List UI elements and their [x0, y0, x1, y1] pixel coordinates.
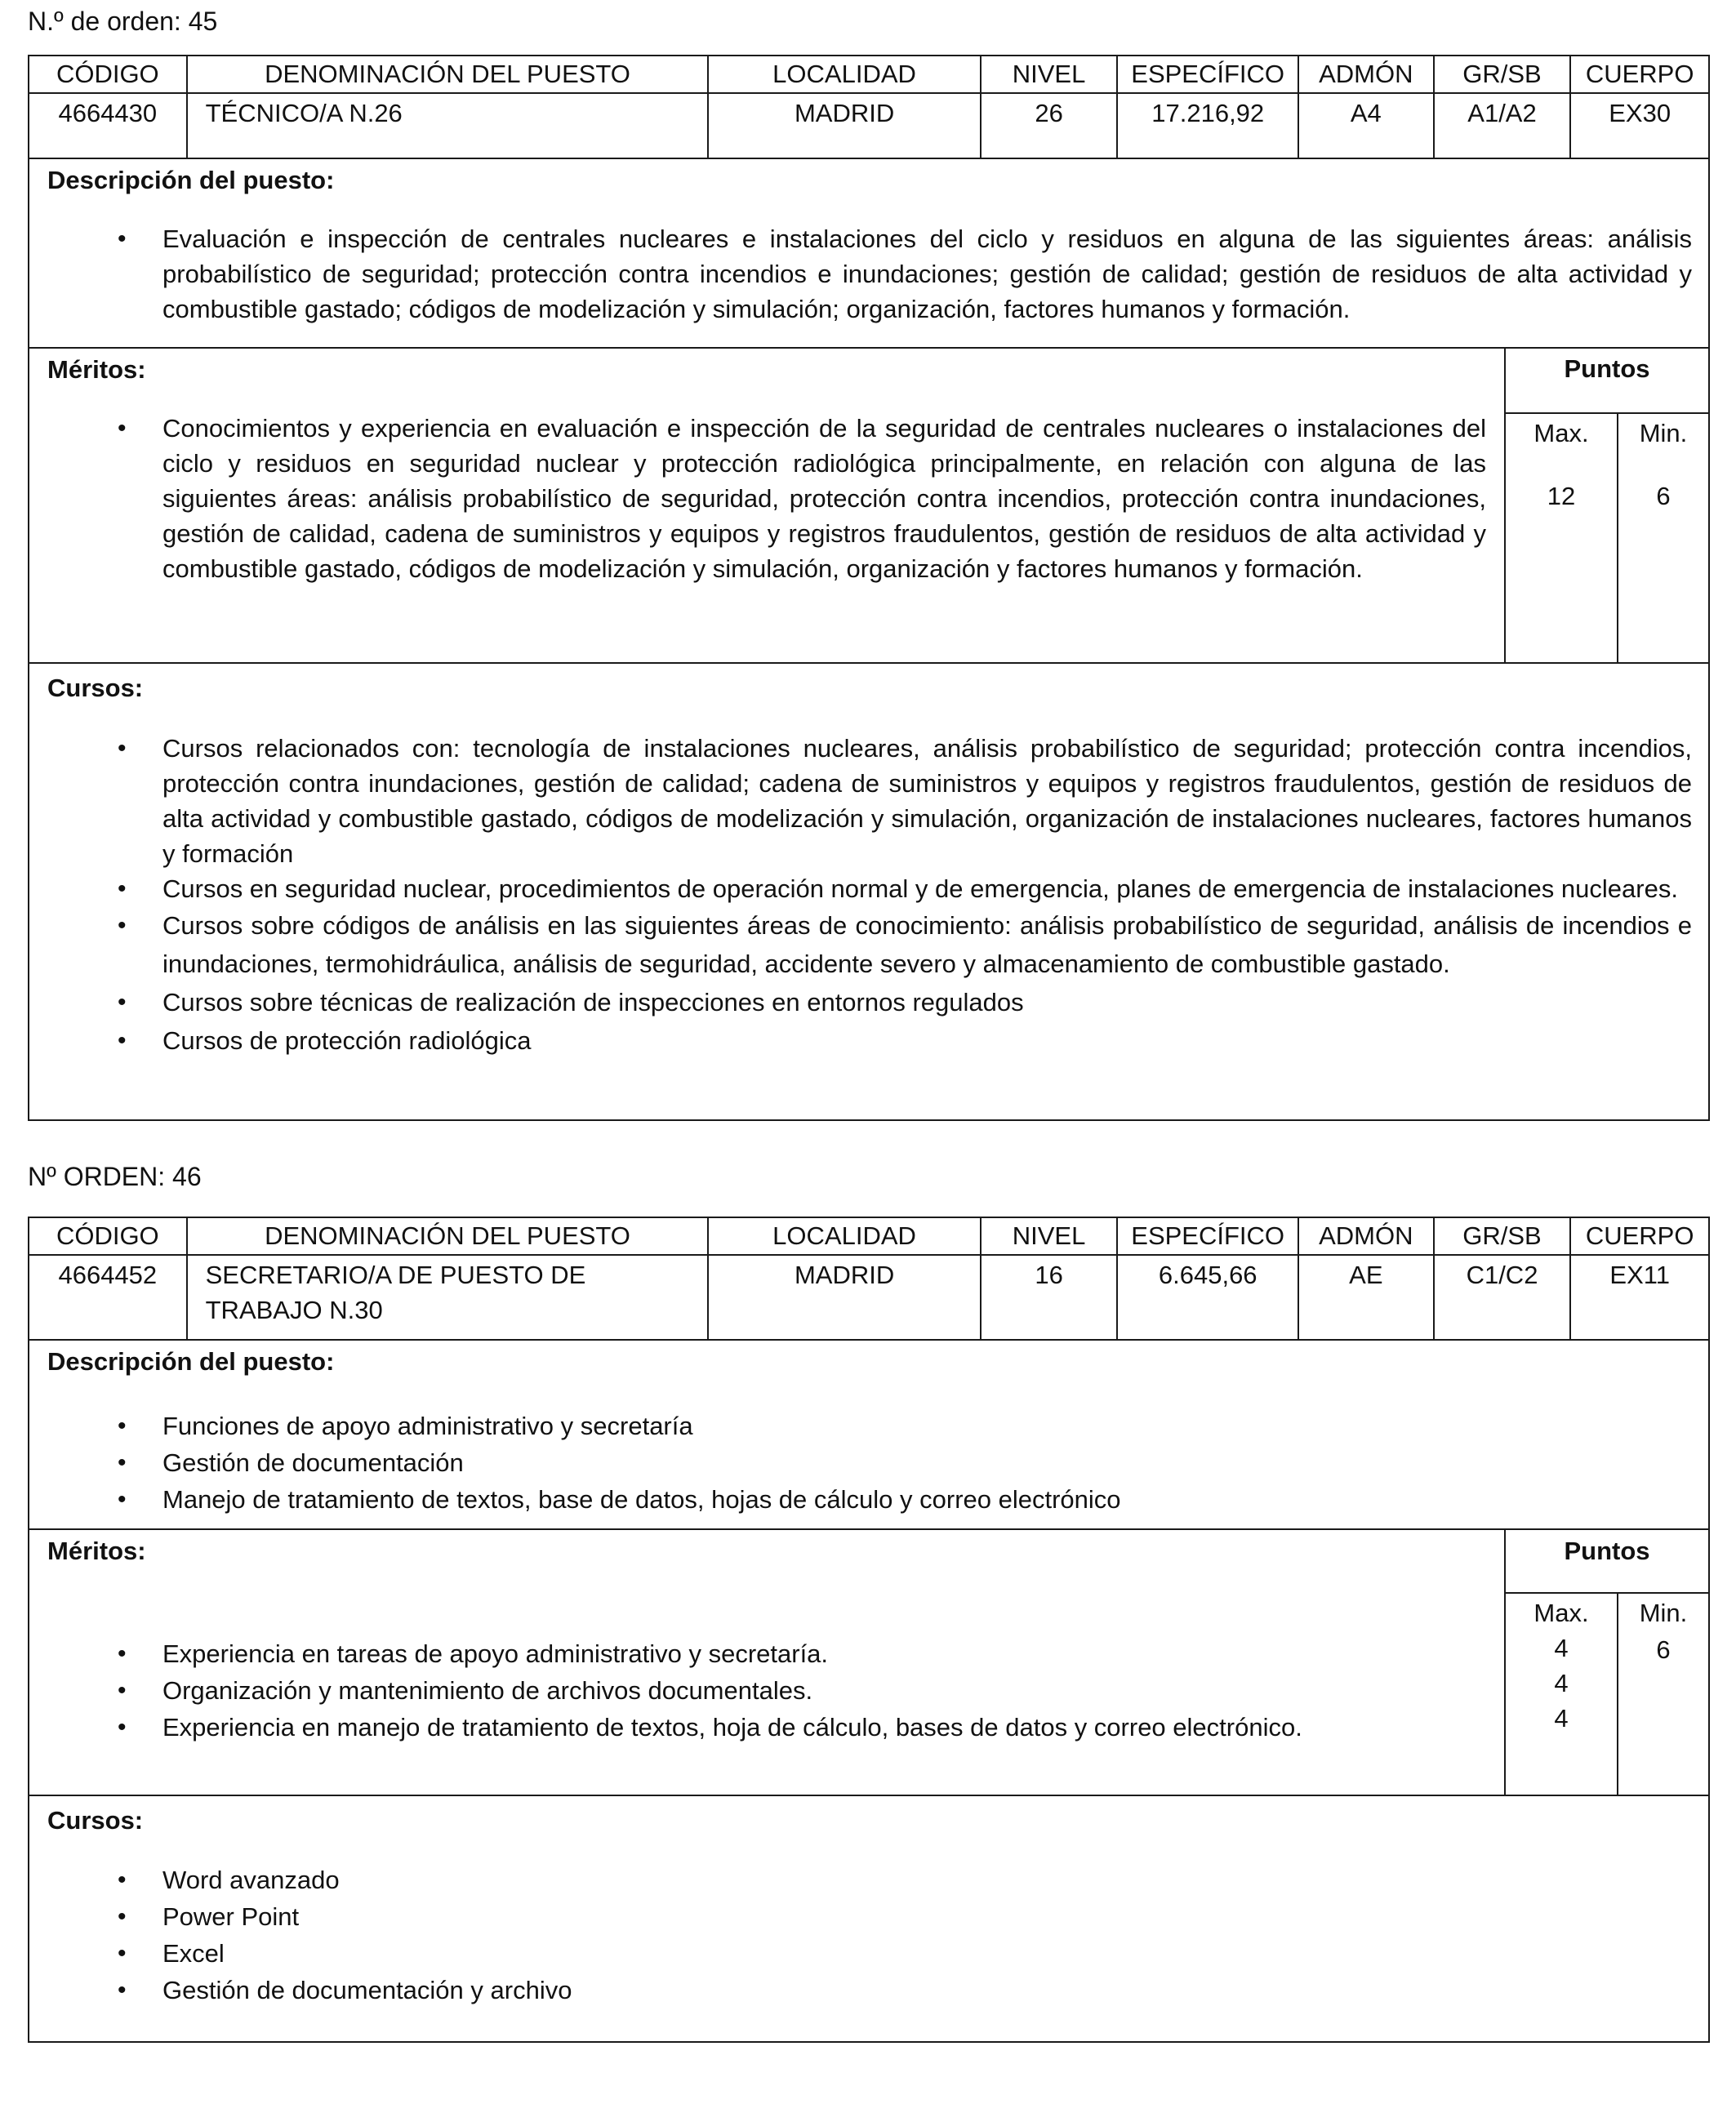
cell-codigo: 4664452 — [29, 1256, 188, 1339]
min-value: 6 — [1656, 482, 1671, 510]
list-item: • Experiencia en tareas de apoyo administrativo y secretaría. — [29, 1635, 1504, 1672]
header-nivel: NIVEL — [982, 56, 1119, 92]
descripcion-section — [29, 1341, 1708, 1530]
cell-denominacion: TÉCNICO/A N.26 — [188, 94, 710, 158]
puntos-min-column — [1618, 414, 1708, 662]
max-label: Max. — [1533, 419, 1589, 447]
cursos-heading: Cursos: — [47, 674, 144, 702]
cell-admon: AE — [1299, 1256, 1435, 1339]
header-codigo: CÓDIGO — [29, 1218, 188, 1254]
table-row — [29, 1256, 1708, 1341]
header-cuerpo: CUERPO — [1585, 60, 1694, 88]
header-grsb: GR/SB — [1435, 1218, 1572, 1254]
list-item: • Evaluación e inspección de centrales nucleares e instalaciones del ciclo y residuos en alguna de las siguientes áreas: análisis probabilístico de seguridad; protección contra incendios e inundaciones; gestión de calidad; gestión de residuos de alta actividad y combustible gastado; códigos de modelización y simulación; organización, factores humanos y formación. — [29, 221, 1708, 327]
header-localidad: LOCALIDAD — [709, 56, 981, 92]
min-value: 6 — [1656, 1635, 1671, 1664]
list-item: • Gestión de documentación — [29, 1444, 1708, 1481]
header-grsb: GR/SB — [1435, 56, 1572, 92]
max-value: 4 — [1554, 1634, 1569, 1662]
job-table — [28, 55, 1710, 1121]
cursos-list — [29, 731, 1708, 1060]
max-value: 4 — [1554, 1669, 1569, 1697]
list-item: • Excel — [29, 1935, 1708, 1972]
header-codigo: CÓDIGO — [29, 56, 188, 92]
header-denominacion: DENOMINACIÓN DEL PUESTO — [188, 56, 710, 92]
puntos-max-column — [1506, 1594, 1618, 1795]
list-item: • Cursos sobre técnicas de realización de inspecciones en entornos regulados — [29, 983, 1708, 1021]
cursos-list — [29, 1862, 1708, 2008]
header-admon: ADMÓN — [1299, 1218, 1435, 1254]
table-header — [29, 1218, 1708, 1256]
cell-cuerpo: EX11 — [1609, 1261, 1670, 1289]
header-localidad: LOCALIDAD — [709, 1218, 981, 1254]
cell-localidad: MADRID — [709, 94, 981, 158]
list-item: • Gestión de documentación y archivo — [29, 1972, 1708, 2008]
header-especifico: ESPECÍFICO — [1118, 56, 1299, 92]
cell-especifico: 17.216,92 — [1118, 94, 1299, 158]
cell-admon: A4 — [1299, 94, 1435, 158]
list-item: • Cursos en seguridad nuclear, procedimientos de operación normal y de emergencia, planes de emergencia de instalaciones nucleares. — [29, 871, 1708, 906]
header-especifico: ESPECÍFICO — [1118, 1218, 1299, 1254]
descripcion-heading: Descripción del puesto: — [47, 1347, 335, 1376]
list-item: • Cursos sobre códigos de análisis en las siguientes áreas de conocimiento: análisis probabilístico de seguridad, análisis de incendios e inundaciones, termohidráulica, análisis de seguridad, accidente severo y almacenamiento de combustible gastado. — [29, 906, 1708, 983]
cell-nivel: 26 — [982, 94, 1119, 158]
job-table — [28, 1217, 1710, 2043]
order-title: N.º de orden: 45 — [28, 7, 218, 36]
list-item: • Experiencia en manejo de tratamiento de textos, hoja de cálculo, bases de datos y correo electrónico. — [29, 1709, 1504, 1746]
cell-nivel: 16 — [982, 1256, 1119, 1339]
list-item: • Word avanzado — [29, 1862, 1708, 1898]
puntos-min-column — [1618, 1594, 1708, 1795]
meritos-heading: Méritos: — [47, 1537, 146, 1565]
max-value: 12 — [1547, 482, 1576, 510]
cursos-heading: Cursos: — [47, 1806, 144, 1835]
descripcion-heading: Descripción del puesto: — [47, 166, 335, 194]
puntos-heading: Puntos — [1506, 349, 1708, 414]
table-header — [29, 56, 1708, 94]
meritos-heading: Méritos: — [47, 355, 146, 384]
max-label: Max. — [1533, 1599, 1589, 1627]
header-cuerpo: CUERPO — [1585, 1221, 1694, 1250]
cell-denominacion: SECRETARIO/A DE PUESTO DE TRABAJO N.30 — [188, 1256, 710, 1339]
list-item: • Conocimientos y experiencia en evaluación e inspección de la seguridad de centrales nucleares o instalaciones del ciclo y residuos en seguridad nuclear y protección radiológica principalmente, en relación con alguna de las siguientes áreas: análisis probabilístico de seguridad, protección contra incendios, protección contra inundaciones, gestión de calidad, cadena de suministros y equipos y registros fraudulentos, gestión de residuos de alta actividad y combustible gastado, códigos de modelización y simulación, organización y factores humanos y formación. — [29, 411, 1504, 586]
max-value: 4 — [1554, 1704, 1569, 1733]
puntos-max-column — [1506, 414, 1618, 662]
list-item: • Organización y mantenimiento de archivos documentales. — [29, 1672, 1504, 1709]
list-item: • Manejo de tratamiento de textos, base de datos, hojas de cálculo y correo electrónico — [29, 1481, 1708, 1518]
puntos-box — [1504, 1530, 1708, 1795]
cursos-section — [29, 664, 1708, 1060]
puntos-heading: Puntos — [1506, 1530, 1708, 1594]
cell-especifico: 6.645,66 — [1118, 1256, 1299, 1339]
meritos-list — [29, 1635, 1504, 1746]
meritos-section — [29, 349, 1708, 664]
cell-cuerpo: EX30 — [1609, 99, 1671, 127]
header-denominacion: DENOMINACIÓN DEL PUESTO — [188, 1218, 710, 1254]
list-item: • Cursos de protección radiológica — [29, 1021, 1708, 1060]
list-item: • Cursos relacionados con: tecnología de instalaciones nucleares, análisis probabilístico de seguridad; protección contra incendios, protección contra inundaciones, gestión de calidad; cadena de suministros y equipos y registros fraudulentos, gestión de residuos de alta actividad y combustible gastado, códigos de modelización y simulación, organización de instalaciones nucleares, factores humanos y formación — [29, 731, 1708, 871]
meritos-list — [29, 411, 1504, 586]
cell-grsb: A1/A2 — [1435, 94, 1572, 158]
header-nivel: NIVEL — [982, 1218, 1119, 1254]
list-item: • Power Point — [29, 1898, 1708, 1935]
header-admon: ADMÓN — [1299, 56, 1435, 92]
cell-grsb: C1/C2 — [1435, 1256, 1572, 1339]
descripcion-list — [29, 1408, 1708, 1518]
puntos-box — [1504, 349, 1708, 662]
list-item: • Funciones de apoyo administrativo y secretaría — [29, 1408, 1708, 1444]
meritos-section — [29, 1530, 1708, 1796]
min-label: Min. — [1639, 419, 1688, 447]
table-row — [29, 94, 1708, 159]
descripcion-section — [29, 159, 1708, 349]
descripcion-list — [29, 221, 1708, 327]
min-label: Min. — [1639, 1599, 1688, 1627]
cell-codigo: 4664430 — [29, 94, 188, 158]
cell-localidad: MADRID — [709, 1256, 981, 1339]
cursos-section — [29, 1796, 1708, 2008]
order-title: Nº ORDEN: 46 — [28, 1162, 202, 1191]
